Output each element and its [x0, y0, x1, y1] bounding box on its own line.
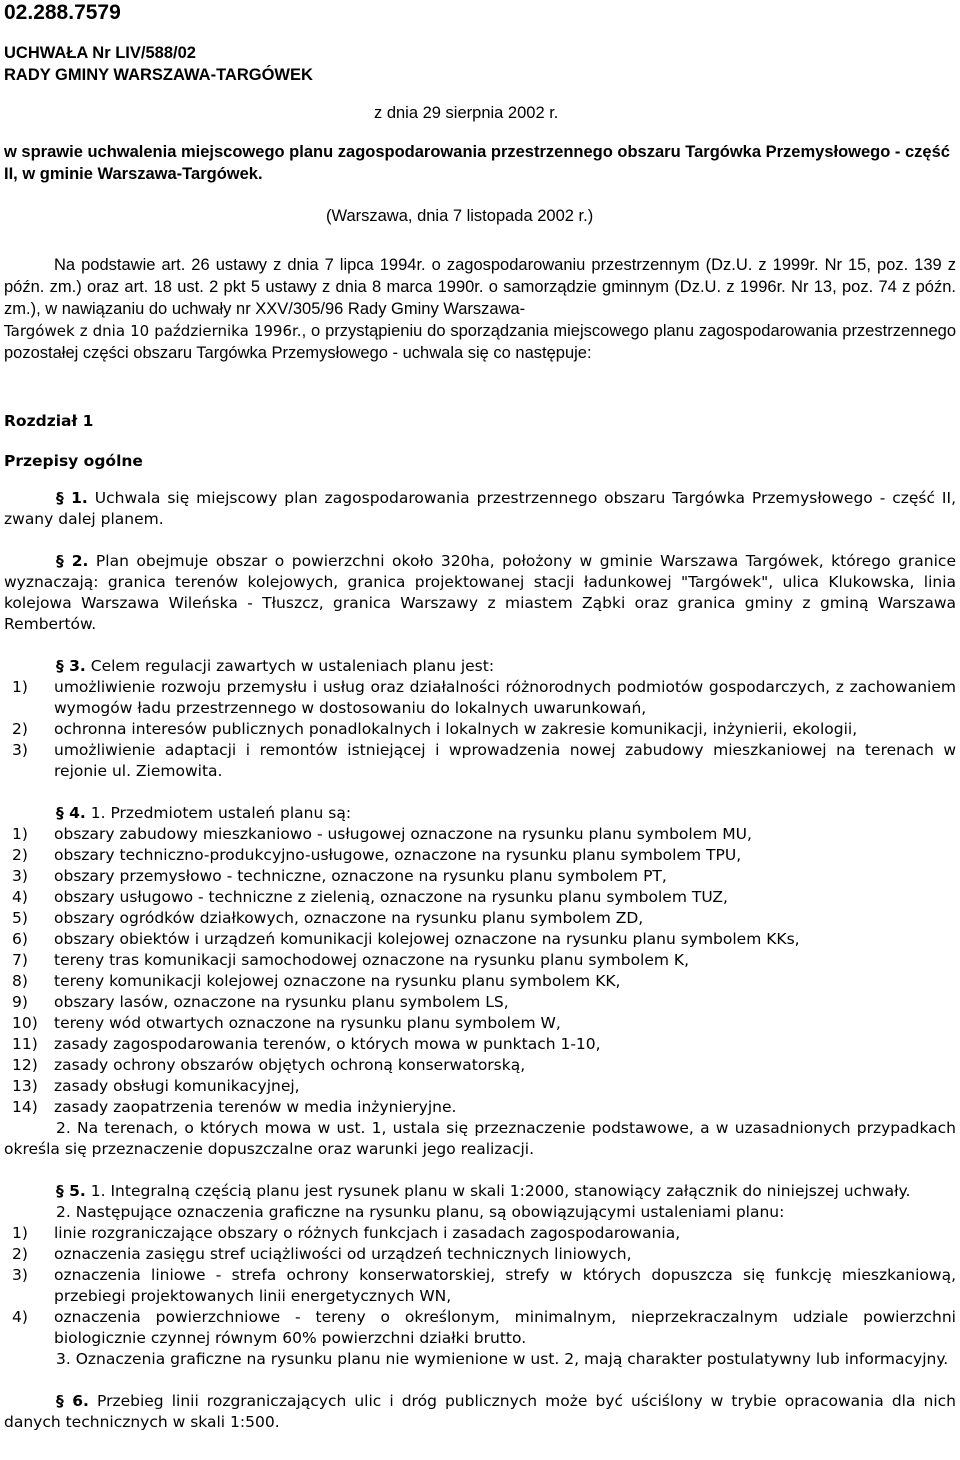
section-text: Uchwala się miejscowy plan zagospodarowania przestrzennego obszaru Targówka Przemysłowego - część II, zwany dalej planem. — [4, 489, 956, 528]
list-item: 1) umożliwienie rozwoju przemysłu i usług oraz działalności różnorodnych podmiotów gospodarczych, z zachowaniem wymogów ładu przestrzennego w dostosowaniu do lokalnych uwarunkowań, — [12, 678, 956, 717]
list-item: 3) obszary przemysłowo - techniczne, oznaczone na rysunku planu symbolem PT, — [12, 867, 667, 885]
section-3-list — [4, 677, 956, 782]
section-text: Plan obejmuje obszar o powierzchni około 320ha, położony w gminie Warszawa Targówek, którego granice wyznaczają: granica terenów kolejowych, granica projektowanej stacji ładunkowej "Targówek", ulica Klukowska, linia kolejowa Warszawa Wileńska - Tłuszcz, granica Warszawy z miastem Ząbki oraz granica gminy z gminą Warszawa Rembertów. — [4, 552, 956, 633]
list-item: 13) zasady obsługi komunikacyjnej, — [12, 1077, 300, 1095]
section-4-list — [4, 824, 956, 1118]
resolution-subject: w sprawie uchwalenia miejscowego planu zagospodarowania przestrzennego obszaru Targówka Przemysłowego - część II, w gminie Warszawa-Targówek. — [4, 143, 950, 183]
list-item: 4) oznaczenia powierzchniowe - tereny o określonym, minimalnym, nieprzekraczalnym udziale powierzchni biologicznie czynnej równym 60% powierzchni działki brutto. — [12, 1308, 956, 1347]
section-mark: § 6. — [56, 1392, 89, 1410]
section-mark: § 2. — [56, 552, 89, 570]
list-item: 6) obszary obiektów i urządzeń komunikacji kolejowej oznaczone na rysunku planu symbolem KKs, — [12, 930, 800, 948]
resolution-title: UCHWAŁA Nr LIV/588/02 — [4, 44, 196, 62]
publication-place-date: (Warszawa, dnia 7 listopada 2002 r.) — [326, 207, 594, 225]
section-mark: § 4. — [56, 804, 86, 822]
list-item: 9) obszary lasów, oznaczone na rysunku planu symbolem LS, — [12, 993, 509, 1011]
section-text: Celem regulacji zawartych w ustaleniach planu jest: — [85, 657, 495, 675]
section-5-ust-3: 3. Oznaczenia graficzne na rysunku planu nie wymienione w ust. 2, mają charakter postulatywny lub informacyjny. — [56, 1350, 949, 1368]
section-6 — [4, 1391, 956, 1433]
list-item: 2) ochronna interesów publicznych ponadlokalnych i lokalnych w zakresie komunikacji, inżynierii, ekologii, — [12, 720, 858, 738]
list-item: 7) tereny tras komunikacji samochodowej oznaczone na rysunku planu symbolem K, — [12, 951, 690, 969]
preamble-part-a: Na podstawie art. 26 ustawy z dnia 7 lipca 1994r. o zagospodarowaniu przestrzennym (Dz.U. z 1999r. Nr 15, poz. 139 z późn. zm.) oraz art. 18 ust. 2 pkt 5 ustawy z dnia 8 marca 1990r. o samorządzie gminnym (Dz.U. z 1996r. Nr 13, poz. 74 z późn. zm.), w nawiązaniu do uchwały nr XXV/305/96 Rady Gminy Warszawa- — [4, 256, 956, 318]
section-5-list — [4, 1223, 956, 1349]
resolution-date: z dnia 29 sierpnia 2002 r. — [374, 104, 559, 122]
section-5-ust-2: 2. Następujące oznaczenia graficzne na rysunku planu, są obowiązującymi ustaleniami planu: — [56, 1203, 785, 1221]
list-item: 12) zasady ochrony obszarów objętych ochroną konserwatorską, — [12, 1056, 526, 1074]
section-mark: § 5. — [56, 1182, 86, 1200]
list-item: 4) obszary usługowo - techniczne z zielenią, oznaczone na rysunku planu symbolem TUZ, — [12, 888, 728, 906]
list-item: 3) umożliwienie adaptacji i remontów istniejącej i wprowadzenia nowej zabudowy mieszkaniowej na terenach w rejonie ul. Ziemowita. — [12, 741, 956, 780]
list-item: 14) zasady zaopatrzenia terenów w media inżynieryjne. — [12, 1098, 457, 1116]
section-text: 1. Przedmiotem ustaleń planu są: — [85, 804, 352, 822]
preamble — [4, 254, 956, 364]
section-mark: § 3. — [56, 657, 86, 675]
section-1 — [4, 488, 956, 530]
section-5 — [4, 1181, 956, 1202]
preamble-part-c: , o przystąpieniu do sporządzania miejscowego planu zagospodarowania przestrzennego pozostałej części obszaru Targówka Przemysłowego - uchwala się co następuje: — [4, 322, 957, 362]
chapter-subtitle: Przepisy ogólne — [4, 452, 143, 470]
list-item: 11) zasady zagospodarowania terenów, o których mowa w punktach 1-10, — [12, 1035, 601, 1053]
chapter-title: Rozdział 1 — [4, 412, 94, 430]
section-4-ust-2: 2. Na terenach, o których mowa w ust. 1, ustala się przeznaczenie podstawowe, a w uzasadnionych przypadkach określa się przeznaczenie dopuszczalne oraz warunki jego realizacji. — [4, 1119, 956, 1158]
section-3 — [4, 656, 956, 677]
list-item: 1) obszary zabudowy mieszkaniowo - usługowej oznaczone na rysunku planu symbolem MU, — [12, 825, 752, 843]
document-number: 02.288.7579 — [4, 1, 121, 24]
section-4 — [4, 803, 956, 824]
section-mark: § 1. — [56, 489, 88, 507]
list-item: 1) linie rozgraniczające obszary o różnych funkcjach i zasadach zagospodarowania, — [12, 1224, 681, 1242]
preamble-part-b: Targówek z dnia 10 października 1996r. — [4, 322, 302, 340]
list-item: 2) oznaczenia zasięgu stref uciążliwości od urządzeń technicznych liniowych, — [12, 1245, 632, 1263]
list-item: 5) obszary ogródków działkowych, oznaczone na rysunku planu symbolem ZD, — [12, 909, 644, 927]
list-item: 3) oznaczenia liniowe - strefa ochrony konserwatorskiej, strefy w których dopuszcza się funkcję mieszkaniową, przebiegi projektowanych linii energetycznych WN, — [12, 1266, 956, 1305]
section-2 — [4, 551, 956, 635]
list-item: 8) tereny komunikacji kolejowej oznaczone na rysunku planu symbolem KK, — [12, 972, 621, 990]
list-item: 10) tereny wód otwartych oznaczone na rysunku planu symbolem W, — [12, 1014, 561, 1032]
council-name: RADY GMINY WARSZAWA-TARGÓWEK — [4, 66, 313, 84]
list-item: 2) obszary techniczno-produkcyjno-usługowe, oznaczone na rysunku planu symbolem TPU, — [12, 846, 742, 864]
section-text: Przebieg linii rozgraniczających ulic i dróg publicznych może być uściślony w trybie opracowania dla nich danych technicznych w skali 1:500. — [4, 1392, 956, 1431]
section-text: 1. Integralną częścią planu jest rysunek planu w skali 1:2000, stanowiący załącznik do niniejszej uchwały. — [85, 1182, 911, 1200]
resolution-heading — [4, 42, 956, 86]
